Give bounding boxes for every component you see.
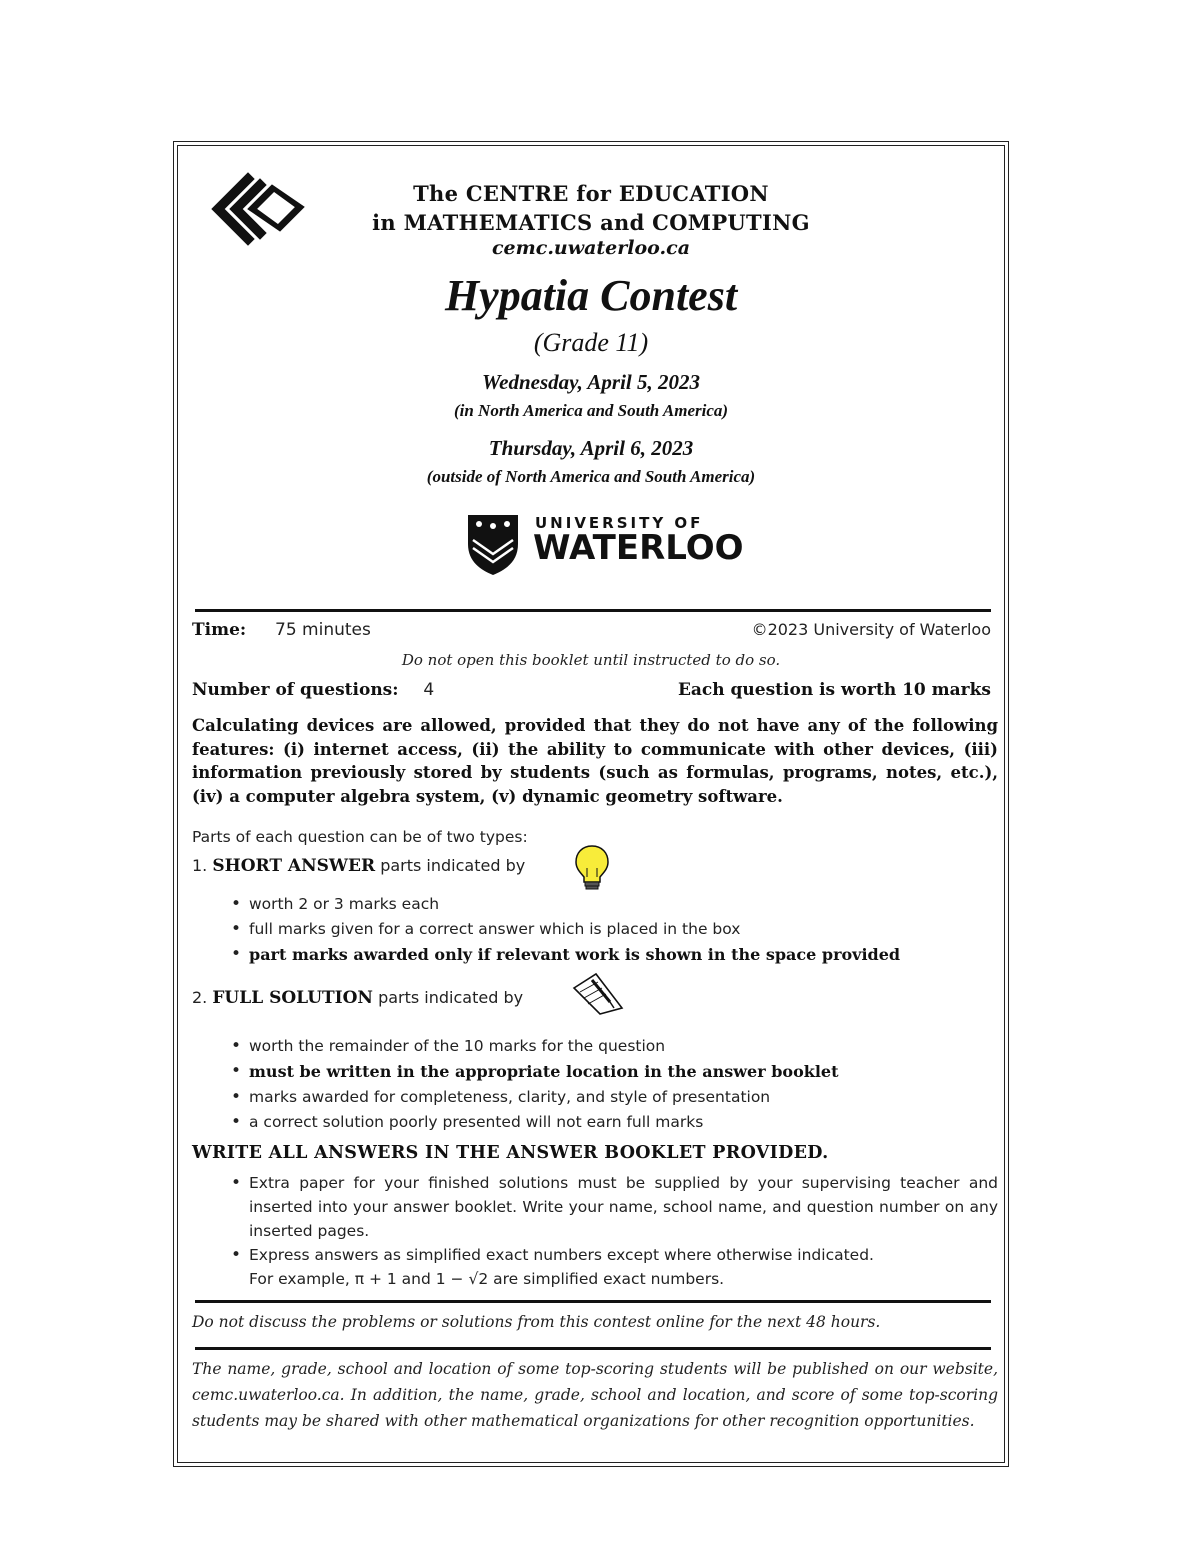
do-not-open: Do not open this booklet until instructed to do so. — [401, 651, 781, 669]
full-bullet-2 — [231, 1059, 839, 1085]
uw-line-1: UNIVERSITY OF — [535, 514, 704, 532]
num-questions-value: 4 — [423, 680, 435, 700]
full-indicated: parts indicated by — [378, 988, 524, 1007]
time-label: Time: — [192, 620, 247, 640]
marks-each: Each question is worth 10 marks — [677, 680, 991, 700]
full-bullet-3: • marks awarded for completeness, clarity, and style of presentation — [231, 1085, 839, 1110]
no-discuss-notice: Do not discuss the problems or solutions from this contest online for the next 48 hours. — [192, 1313, 881, 1331]
short-title: SHORT ANSWER — [212, 856, 376, 876]
lightbulb-icon — [573, 844, 611, 892]
short-indicated: parts indicated by — [380, 856, 526, 875]
num-questions-row — [192, 680, 434, 700]
divider-top — [195, 609, 991, 612]
pencil-paper-icon — [570, 972, 626, 1016]
short-answer-bullets — [231, 892, 900, 968]
time-row — [192, 620, 371, 640]
answer-bullet-2-line2: For example, π + 1 and 1 − √2 are simplified exact numbers. — [249, 1270, 725, 1288]
full-title: FULL SOLUTION — [212, 988, 373, 1008]
answer-booklet-heading: WRITE ALL ANSWERS IN THE ANSWER BOOKLET PROVIDED. — [192, 1143, 829, 1163]
answer-bullet-2-line1: • Express answers as simplified exact numbers except where otherwise indicated. — [249, 1246, 874, 1264]
org-line-2: in MATHEMATICS and COMPUTING — [372, 210, 810, 235]
uw-line-2: WATERLOO — [533, 528, 744, 568]
region-americas: (in North America and South America) — [453, 401, 729, 420]
full-solution-heading — [192, 988, 523, 1008]
short-bullet-3 — [231, 942, 900, 968]
short-bullet-3-text: part marks awarded only if relevant work is shown in the space provided — [249, 945, 901, 964]
page-frame-inner — [177, 145, 1005, 1463]
divider-mid — [195, 1300, 991, 1303]
full-solution-bullets — [231, 1034, 839, 1135]
calculator-policy: Calculating devices are allowed, provided that they do not have any of the following features: (i) internet access, (ii) the ability to communicate with other devices, (iii) information previously stored by students (such as formulas, programs, notes, etc.), (iv) a computer algebra system, (v) dynamic geometry software. — [192, 716, 998, 806]
divider-bottom — [195, 1347, 991, 1350]
short-number: 1. — [192, 856, 208, 875]
region-outside: (outside of North America and South America) — [426, 467, 756, 486]
short-bullet-2: • full marks given for a correct answer which is placed in the box — [231, 917, 900, 942]
answer-bullets — [231, 1171, 998, 1291]
contest-title: Hypatia Contest — [444, 271, 738, 320]
date-americas: Wednesday, April 5, 2023 — [482, 370, 700, 394]
copyright: ©2023 University of Waterloo — [751, 620, 991, 639]
uw-logo — [467, 514, 744, 578]
full-bullet-2-text: must be written in the appropriate location in the answer booklet — [249, 1062, 839, 1081]
full-bullet-4: • a correct solution poorly presented will not earn full marks — [231, 1110, 839, 1135]
org-line-1: The CENTRE for EDUCATION — [413, 181, 769, 206]
cemc-url: cemc.uwaterloo.ca — [491, 237, 691, 259]
num-questions-label: Number of questions: — [192, 680, 399, 700]
full-bullet-1: • worth the remainder of the 10 marks for the question — [231, 1034, 839, 1059]
short-answer-heading — [192, 856, 525, 876]
short-bullet-1: • worth 2 or 3 marks each — [231, 892, 900, 917]
answer-bullet-2 — [231, 1243, 998, 1291]
answer-bullet-1: • Extra paper for your finished solutions must be supplied by your supervising teacher and inserted into your answer booklet. Write your name, school name, and question number on any inserted pages. — [231, 1171, 998, 1243]
full-number: 2. — [192, 988, 208, 1007]
org-name — [178, 179, 1004, 237]
grade-label: (Grade 11) — [533, 328, 649, 357]
time-value: 75 minutes — [275, 620, 371, 640]
publish-notice: The name, grade, school and location of some top-scoring students will be published on our website, cemc.uwaterloo.ca. In addition, the name, grade, school and location, and score of some top-scoring students may be shared with other mathematical organizations for other recognition opportunities. — [192, 1360, 998, 1430]
date-outside: Thursday, April 6, 2023 — [488, 436, 694, 460]
uw-shield-icon — [467, 514, 519, 576]
page-frame — [173, 141, 1009, 1467]
parts-intro: Parts of each question can be of two types: — [192, 828, 528, 846]
